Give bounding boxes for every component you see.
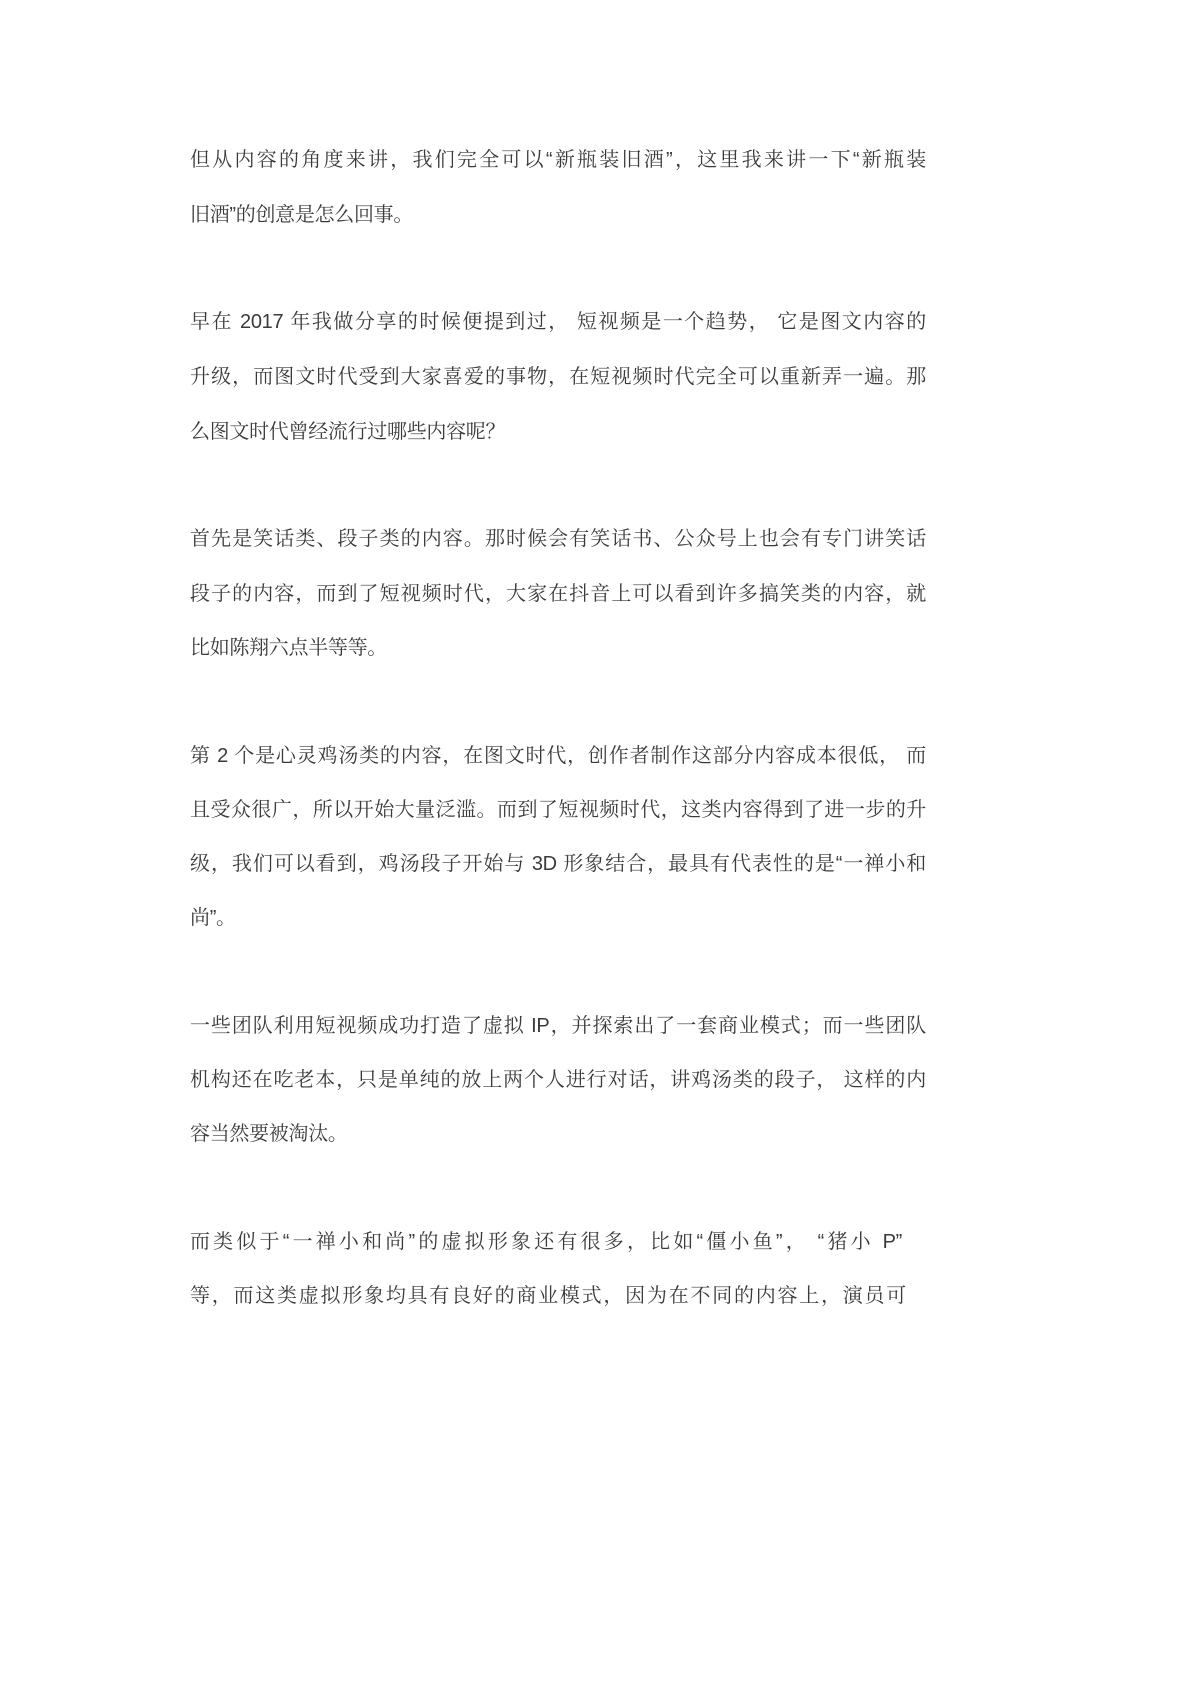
text-line: 而类似于“一禅小和尚”的虚拟形象还有很多，比如“僵小鱼”， “猪小 P”: [190, 1231, 902, 1253]
text-line: 比如陈翔六点半等等。: [190, 637, 387, 659]
text-line: 段子的内容，而到了短视频时代，大家在抖音上可以看到许多搞笑类的内容，就: [190, 583, 926, 605]
text-line: 且受众很广，所以开始大量泛滥。而到了短视频时代，这类内容得到了进一步的升: [190, 799, 926, 821]
text-line: 尚”。: [190, 907, 236, 929]
text-line: 但从内容的角度来讲，我们完全可以“新瓶装旧酒”，这里我来讲一下“新瓶装: [190, 149, 926, 171]
text-line: 机构还在吃老本，只是单纯的放上两个人进行对话，讲鸡汤类的段子， 这样的内: [190, 1069, 926, 1091]
text-line: 旧酒”的创意是怎么回事。: [190, 204, 414, 226]
text-line: 等，而这类虚拟形象均具有良好的商业模式，因为在不同的内容上，演员可: [190, 1285, 906, 1307]
text-line: 第 2 个是心灵鸡汤类的内容，在图文时代，创作者制作这部分内容成本很低， 而: [190, 745, 926, 767]
text-line: 一些团队利用短视频成功打造了虚拟 IP，并探索出了一套商业模式；而一些团队: [190, 1015, 926, 1037]
text-line: 首先是笑话类、段子类的内容。那时候会有笑话书、公众号上也会有专门讲笑话: [190, 528, 926, 550]
text-line: 么图文时代曾经流行过哪些内容呢？: [190, 421, 506, 443]
text-line: 级，我们可以看到，鸡汤段子开始与 3D 形象结合，最具有代表性的是“一禅小和: [190, 853, 926, 875]
text-line: 早在 2017 年我做分享的时候便提到过， 短视频是一个趋势， 它是图文内容的: [190, 311, 926, 333]
text-line: 升级，而图文时代受到大家喜爱的事物，在短视频时代完全可以重新弄一遍。那: [190, 366, 926, 388]
text-line: 容当然要被淘汰。: [190, 1123, 348, 1145]
